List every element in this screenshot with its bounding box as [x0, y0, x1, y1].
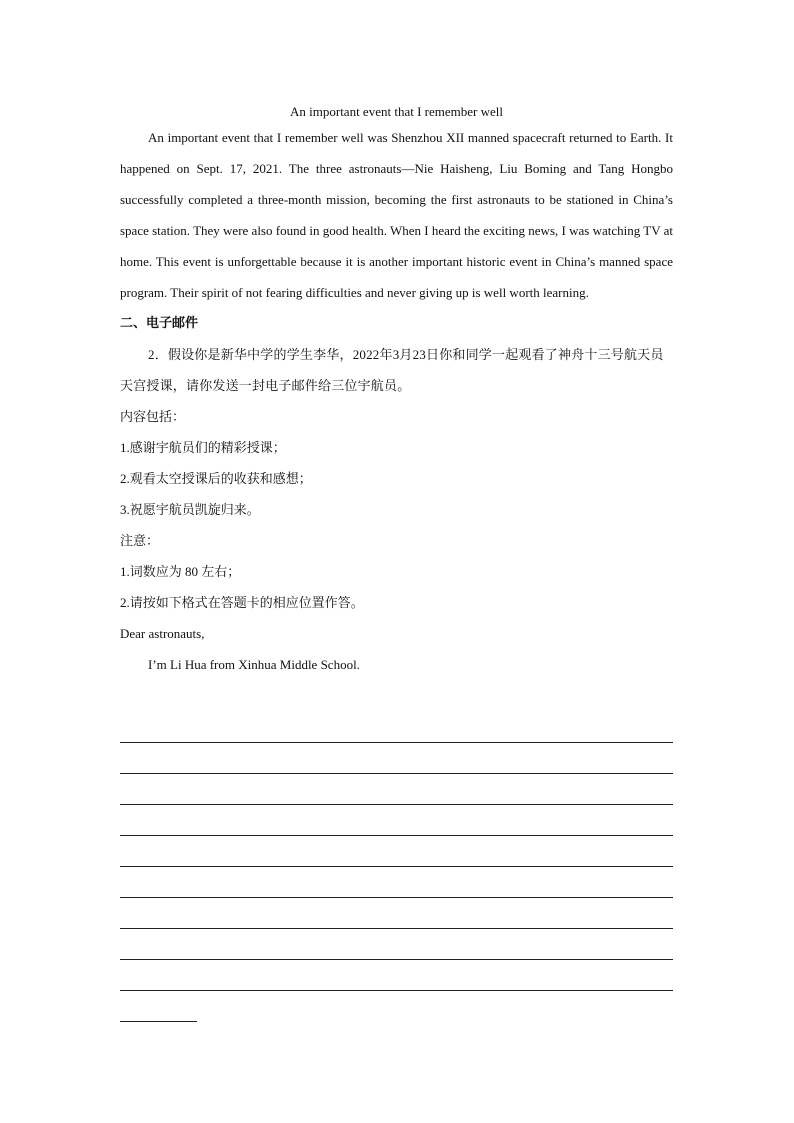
content-item-3: 3.祝愿宇航员凯旋归来。 — [120, 502, 260, 517]
answer-writing-area[interactable] — [120, 742, 673, 991]
writing-line — [120, 898, 673, 929]
note-item-1: 1.词数应为 80 左右； — [120, 564, 241, 579]
essay-body: An important event that I remember well was Shenzhou XII manned spacecraft returned to Earth. It happened on Sept. 17, 2021. The three astronauts—Nie Haisheng, Liu Boming and Tang Hongbo successfully completed a three-month mission, becoming the first astronauts to be stationed in China’s space station. They were also found in good health. When I heard the exciting news, I was watching TV at home. This event is unforgettable because it is another important historic event in China’s manned space program. Their spirit of not fearing difficulties and never giving up is well worth learning. — [120, 130, 673, 300]
writing-line — [120, 929, 673, 960]
writing-line — [120, 960, 673, 991]
writing-line — [120, 836, 673, 867]
footnote-separator — [120, 1021, 197, 1022]
letter-opening: I’m Li Hua from Xinhua Middle School. — [148, 657, 360, 672]
notes-label: 注意： — [120, 533, 160, 548]
writing-line — [120, 805, 673, 836]
document-content — [120, 101, 673, 680]
content-item-2: 2.观看太空授课后的收获和感想； — [120, 471, 312, 486]
note-item-2: 2.请按如下格式在答题卡的相应位置作答。 — [120, 595, 364, 610]
writing-line — [120, 867, 673, 898]
essay-title: An important event that I remember well — [290, 104, 503, 119]
content-label: 内容包括： — [120, 409, 186, 424]
letter-greeting: Dear astronauts, — [120, 626, 205, 641]
writing-line — [120, 743, 673, 774]
section-heading: 二、电子邮件 — [120, 316, 199, 331]
writing-line — [120, 774, 673, 805]
content-item-1: 1.感谢宇航员们的精彩授课； — [120, 440, 286, 455]
task-prompt: 2．假设你是新华中学的学生李华，2022年3月23日你和同学一起观看了神舟十三号航天员天宫授课，请你发送一封电子邮件给三位宇航员。 — [120, 347, 664, 393]
